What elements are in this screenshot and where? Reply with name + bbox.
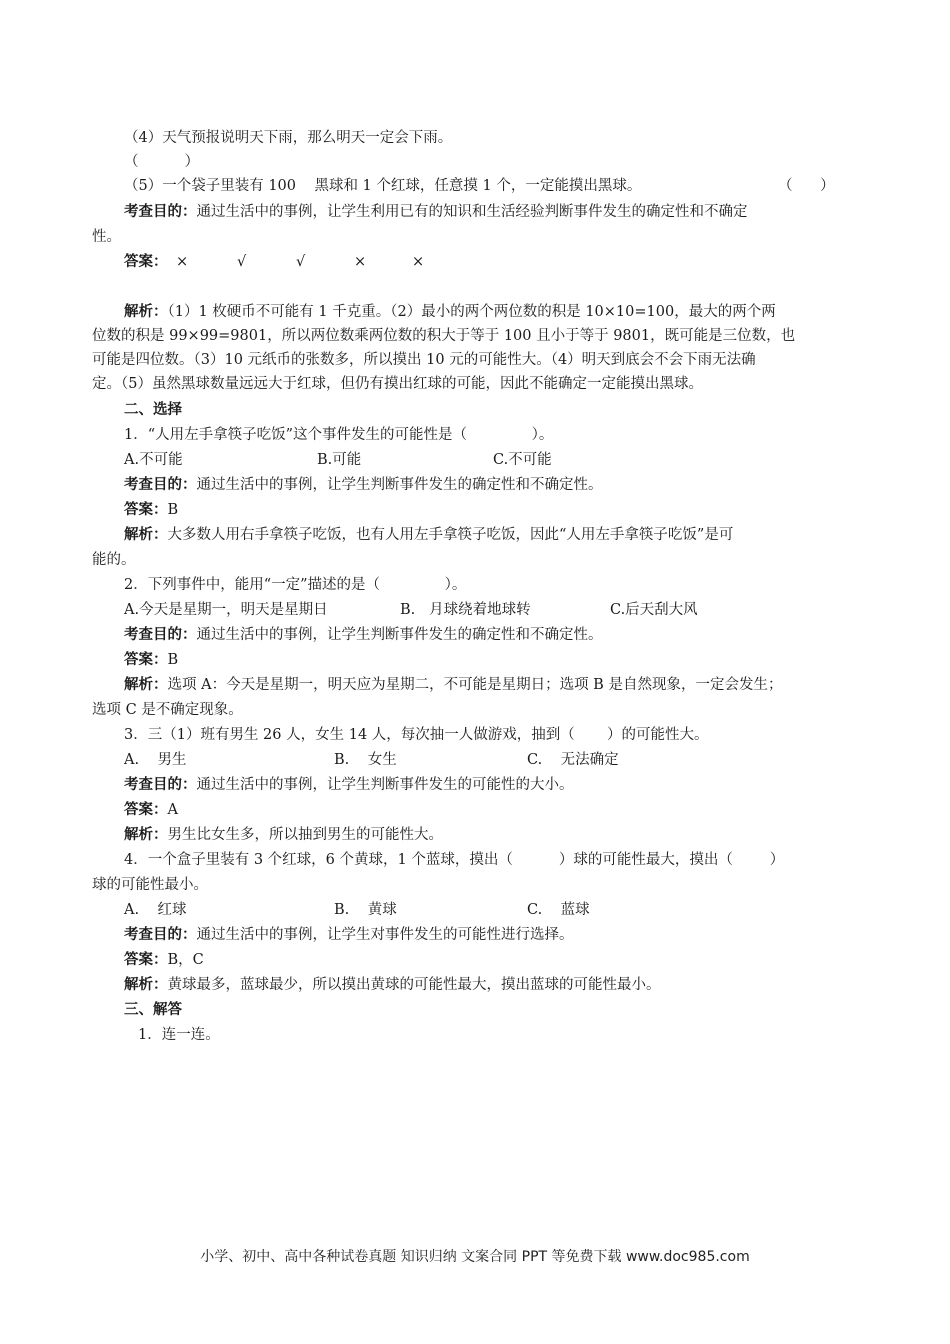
choice-q1-option-a: A.不可能 <box>124 452 183 468</box>
choice-q3-answer: 答案：A <box>124 802 178 818</box>
answer-mark-4: × <box>354 254 367 270</box>
answer-label: 答案： <box>124 802 168 818</box>
choice-q1-option-b: B.可能 <box>317 452 362 468</box>
answer-mark-2: √ <box>237 254 247 270</box>
choice-q1-answer: 答案：B <box>124 502 179 518</box>
choice-q3-option-b: B. 女生 <box>334 752 397 768</box>
choice-q2-goal: 考查目的：通过生活中的事例，让学生判断事件发生的确定性和不确定性。 <box>124 627 603 643</box>
answer-label: 答案： <box>124 502 168 518</box>
judgment-q5-answer-blank: （ ） <box>778 178 835 194</box>
choice-q3-analysis: 解析：男生比女生多，所以抽到男生的可能性大。 <box>124 827 443 843</box>
choice-q2-option-c: C.后天刮大风 <box>610 602 698 618</box>
choice-q1-analysis-cont: 能的。 <box>92 552 136 568</box>
choice-q3-option-c: C. 无法确定 <box>527 752 619 768</box>
analysis-label: 解析： <box>124 677 168 693</box>
analysis-line <box>124 302 776 322</box>
judgment-q4-answer-blank: （ ） <box>124 154 200 170</box>
choice-q4-goal: 考查目的：通过生活中的事例，让学生对事件发生的可能性进行选择。 <box>124 927 574 943</box>
analysis-text-3: 可能是四位数。（3）10 元纸币的张数多，所以摸出 10 元的可能性大。（4）明天到底会不会下雨无法确 <box>92 352 756 368</box>
analysis-text-4: 定。（5）虽然黑球数量远远大于红球，但仍有摸出红球的可能，因此不能确定一定能摸出黑球。 <box>92 376 703 392</box>
choice-q4-answer: 答案：B，C <box>124 952 204 968</box>
goal-label: 考查目的： <box>124 927 197 943</box>
choice-q3-stem: 3．三（1）班有男生 26 人，女生 14 人，每次抽一人做游戏，抽到（ ）的可能性大。 <box>124 727 709 743</box>
answer-line <box>124 252 168 272</box>
choice-q2-option-b: B. 月球绕着地球转 <box>400 602 531 618</box>
analysis-label: 解析： <box>124 304 168 320</box>
choice-q4-stem-cont: 球的可能性最小。 <box>92 877 208 893</box>
choice-q1-option-c: C.不可能 <box>493 452 552 468</box>
choice-q4-stem: 4．一个盒子里装有 3 个红球，6 个黄球，1 个蓝球，摸出（ ）球的可能性最大，摸出（ ） <box>124 852 785 868</box>
choice-q4-analysis: 解析：黄球最多，蓝球最少，所以摸出黄球的可能性最大，摸出蓝球的可能性最小。 <box>124 977 661 993</box>
section-3-title: 三、解答 <box>124 1002 182 1018</box>
answer-label: 答案： <box>124 652 168 668</box>
section-2-title: 二、选择 <box>124 402 182 418</box>
answer-mark-3: √ <box>296 254 306 270</box>
answer-label: 答案： <box>124 254 168 270</box>
analysis-label: 解析： <box>124 527 168 543</box>
analysis-text: （1）1 枚硬币不可能有 1 千克重。（2）最小的两个两位数的积是 10×10=100，最大的两个两 <box>167 304 776 320</box>
choice-q2-option-a: A.今天是星期一，明天是星期日 <box>124 602 328 618</box>
solve-q1: 1．连一连。 <box>138 1027 220 1043</box>
choice-q4-option-c: C. 蓝球 <box>527 902 590 918</box>
goal-text-cont: 性。 <box>92 229 121 245</box>
choice-q4-option-a: A. 红球 <box>124 902 187 918</box>
choice-q1-analysis: 解析：大多数人用右手拿筷子吃饭，也有人用左手拿筷子吃饭，因此“人用左手拿筷子吃饭”是可 <box>124 527 734 543</box>
choice-q1-stem: 1．“人用左手拿筷子吃饭”这个事件发生的可能性是（ ）。 <box>124 427 554 443</box>
answer-mark-1: × <box>176 254 189 270</box>
page-footer: 小学、初中、高中各种试卷真题 知识归纳 文案合同 PPT 等免费下载 www.doc985.com <box>200 1249 750 1265</box>
choice-q2-answer: 答案：B <box>124 652 179 668</box>
choice-q4-option-b: B. 黄球 <box>334 902 397 918</box>
goal-text: 通过生活中的事例，让学生利用已有的知识和生活经验判断事件发生的确定性和不确定 <box>196 204 748 220</box>
goal-label: 考查目的： <box>124 477 197 493</box>
goal-label: 考查目的： <box>124 627 197 643</box>
judgment-q5: （5）一个袋子里装有 100 黑球和 1 个红球，任意摸 1 个，一定能摸出黑球。 <box>124 178 642 194</box>
choice-q3-goal: 考查目的：通过生活中的事例，让学生判断事件发生的可能性的大小。 <box>124 777 574 793</box>
goal-label: 考查目的： <box>124 204 197 220</box>
choice-q2-analysis-cont: 选项 C 是不确定现象。 <box>92 702 243 718</box>
choice-q3-option-a: A. 男生 <box>124 752 187 768</box>
analysis-label: 解析： <box>124 977 168 993</box>
choice-q1-goal: 考查目的：通过生活中的事例，让学生判断事件发生的确定性和不确定性。 <box>124 477 603 493</box>
choice-q2-analysis: 解析：选项 A：今天是星期一，明天应为星期二，不可能是星期日；选项 B 是自然现象，一定会发生； <box>124 677 783 693</box>
analysis-label: 解析： <box>124 827 168 843</box>
answer-mark-5: × <box>412 254 425 270</box>
analysis-text-2: 位数的积是 99×99=9801，所以两位数乘两位数的积大于等于 100 且小于等于 9801，既可能是三位数，也 <box>92 328 796 344</box>
goal-label: 考查目的： <box>124 777 197 793</box>
answer-label: 答案： <box>124 952 168 968</box>
goal-line <box>124 202 748 222</box>
judgment-q4: （4）天气预报说明天下雨，那么明天一定会下雨。 <box>124 130 453 146</box>
choice-q2-stem: 2．下列事件中，能用“一定”描述的是（ ）。 <box>124 577 467 593</box>
